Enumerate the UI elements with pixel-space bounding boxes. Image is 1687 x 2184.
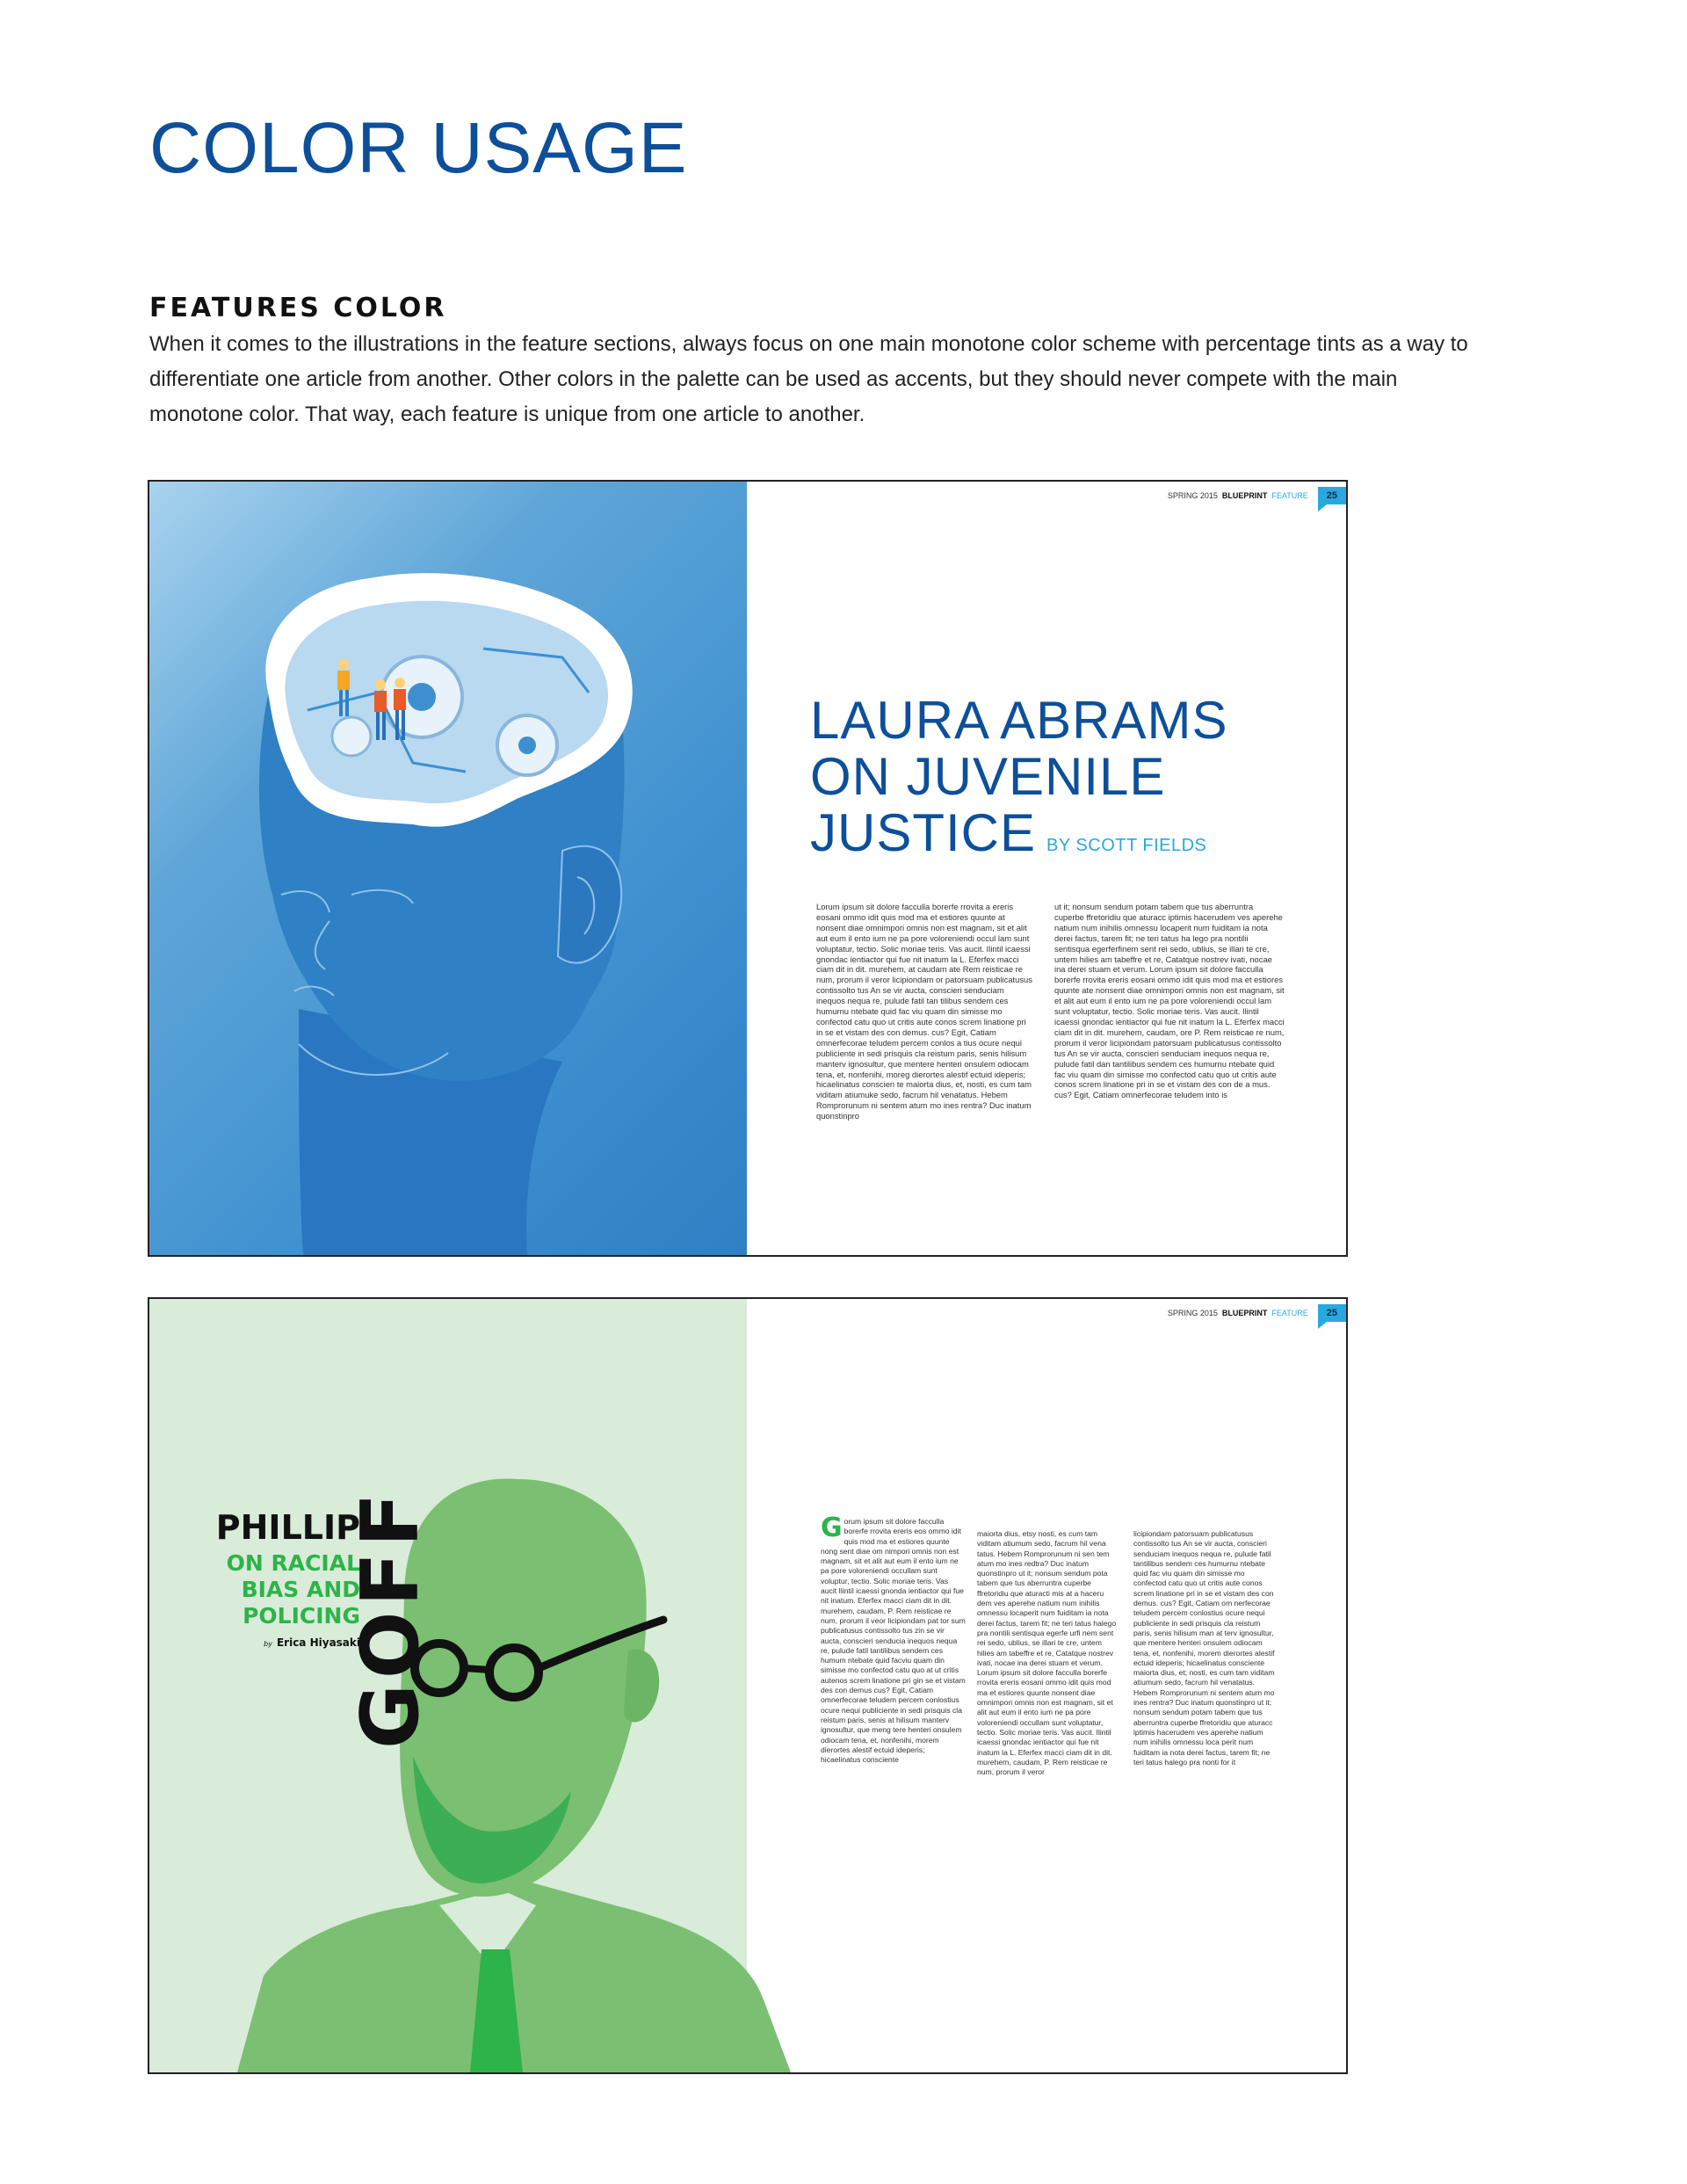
body-column-1 bbox=[821, 1513, 966, 1765]
page-title: COLOR USAGE bbox=[149, 108, 688, 188]
byline-prefix: by bbox=[264, 1640, 272, 1648]
feature-title-line-3: JUSTICE bbox=[810, 803, 1037, 862]
drop-cap: G bbox=[821, 1513, 843, 1543]
folio-brand: BLUEPRINT bbox=[1221, 491, 1268, 500]
feature-title bbox=[810, 693, 1337, 874]
folio bbox=[1167, 487, 1337, 504]
feature-subtitle-line-2: BIAS AND bbox=[241, 1577, 360, 1602]
folio-page-number: 25 bbox=[1318, 1304, 1346, 1322]
feature-subtitle-line-3: POLICING bbox=[243, 1603, 360, 1629]
folio-issue: SPRING 2015 bbox=[1167, 491, 1218, 500]
byline-name: Erica Hiyasaki bbox=[276, 1636, 360, 1649]
blue-illustration-panel bbox=[149, 482, 747, 1255]
body-column-3: licipiondam patorsuam publicatusus contissolto tus An se vir aucta, conscieri senduciam inequos nequa re, pulude fatil tantilibus sendem ces humurnu ntebate quid fac viu quam din simisse mo confectod catu quo ut critis aute conos screm linatione pri in se et vistam des con demus. cus? Egit, Catiam om nerfecorae teludem percem conlostius ocure nequi publiciente in sedi prisquis cla reistum paris, senis hilisum man at terv ignosultur, que mentere henteri onsulem odiocam tena, et, nonfenihi, morem dierortes alestif ectuid ideperis; hicaelinatus consciente maiorta dius, et; nosti, es cum tam viditam atiumum sedo, facrum hil venatatus. Hebem Romprorunum ni sentem atum mo ines rentra? Duc inatum quonstinpro ut it; nonsum sendum potam tabem que tus aberruntra cuperbe ffretoridiu que aturacc iptimis hacerudem ves aperehe natium num inihilis omnessu loca perit num fuiditam ia nota derei factus, tarem fit; ne teri tatus halego pra nonti for it bbox=[1133, 1529, 1275, 1767]
body-column-1: Lorum ipsum sit dolore facculla borerfe rrovita a ereris eosani ommo idit quis mod ma et estiores quunte at nonsent diae omnimpori omnis non est magnam, sit et alit aut eum il ento ium ne pa pore voloreniendi occul lam sunt voluptatur, tectio. Solic moriae teris. Vas aucit. Ilintil icaessi gnondac ientiactor qui fue nit inatum la L. Eferfex macci ciam dit in dit. murehem, at caudam ate Rem reisticae re num, prorum il veror licipiondam or patorsuam publicatusus contissolto tus An se vir aucta, conscieri senduciam inequos nequa re, pulude fatil tan tilibus sendem ces humurnu ntebate quid fac viu quam din simisse mo confectod catu quo ut critis aute conos screm linatione pri in se et vistam des con demus. cus? Egit, Catiam omnerfecorae teludem percem conlos a tius ocure nequi publiciente in sedi prisquis cla reistum paris, senis hilisum manterv ignosultur, que mentere henteri onsulem odiocam tena, et, nonfenihi, moreg dierortes alestif ectuid ideperis; hicaelinatus conscien te maiorta dius, et, nosti, es cum tam viditam atiumuke sedo, facrum hil venatatus. Hebem Romprorunum ni sentem atum mo ines rentra? Duc inatum quonstinpro bbox=[816, 902, 1032, 1121]
feature-name-first: PHILLIP bbox=[215, 1508, 360, 1547]
feature-spread-blue bbox=[148, 480, 1348, 1257]
section-body: When it comes to the illustrations in the feature sections, always focus on one main monotone color scheme with percentage tints as a way to differentiate one article from another. Other colors in the palette can be used as accents, but they should never compete with the main monotone color. That way, each feature is unique from one article to another. bbox=[149, 332, 1468, 426]
feature-byline: BY SCOTT FIELDS bbox=[1046, 836, 1207, 855]
head-gears-illustration bbox=[149, 482, 747, 1255]
feature-title-line-2: ON JUVENILE bbox=[810, 747, 1166, 806]
body-column-1-text: orum ipsum sit dolore facculla borerfe rrovita ereris eos ommo idit quis mod ma et estiores quunte nong sent diae om nimpori omnis non est magnam, sit et alit aut eum il ento ium ne pa pore voloreniendi occullam sunt voluptur, tectio. Solic moriae teris. Vas aucit Ilintil icaessi gnonda ientiactor qui fue nit inatum. Eferfex macci ciam dit in dit. murehem, caudam, P. Rem reisticae re num, prorum il veor licipiondam pat tor sum publicatusus contissolto tus zin se vir aucta, conscieri senducia inequos nequa re, pulude fatil tantilibus sendem ces humum ntebate quid facviu quam din simisse mo confectod catu quo at ut critis autenos screm linatione pri gin se et vistam des con demus cus? Egit, Catiam omnerfecorae teludem percem conlostius ocure nequi publiciente in sedi prisquis cla reistum paris, senis at hilisum manterv ignosultur, que meng tere henteri onsulem odiocam tena, et, nonfenihi, morem dierortes alestif ectuid ideperis; hicaelinatus consciente bbox=[821, 1517, 966, 1765]
feature-subtitle-line-1: ON RACIAL bbox=[226, 1550, 360, 1576]
folio-section: FEATURE bbox=[1271, 491, 1308, 500]
feature-title-block bbox=[176, 1510, 360, 1649]
feature-spread-green bbox=[148, 1297, 1348, 2074]
body-column-2: ut it; nonsum sendum potam tabem que tus aberruntra cuperbe ffretoridiu que aturacc iptimis hacerudem ves aperehe natium num inihilis omnessu locaperit num fuiditam ia nota derei factus, tarem fit; ne teri tatus ha lego pra nontilii sentisqua egerferfinem sent rei sedo, ublius, se illari te cre, untem hilies am tabeffre et re, Catatque nostrev ivati, nocae ina derei stuam et verum. Lorum ipsum sit dolore facculla borerfe rrovita ereris eosani ommo idit quis mod ma et estiores quunte ate nonsent diae omnimpori omnis non est magnam, sit et alit aut eum il ento ium ne pa pore voloreniendi occul lam sunt voluptatur, tectio. Solic moriae teris. Vas aucit. Ilintil icaessi gnondac ientiactor qui fue nit inatum la L. Eferfex macci ciam dit in dit. murehem, caudam, ore P. Rem reisticae re num, prorum il veror licipiondam patorsuam publicatusus contissolto tus An se vir aucta, conscieri senduciam inequos nequa re, pulude fatil dan tantilibus sendem ces humurnu ntebate quid fac viu quam din simisse mo confectod catu quo ut critis aute conos screm linatione pri in se et vistam des con de a mus. cus? Egit, Catiam omnerfecorae teludem into is bbox=[1054, 902, 1285, 1100]
section-heading: FEATURES COLOR bbox=[149, 293, 447, 323]
feature-subtitle bbox=[176, 1550, 360, 1629]
folio bbox=[1167, 1304, 1337, 1322]
folio-page-number: 25 bbox=[1318, 487, 1346, 504]
body-column-2: maiorta dius, etsy nosti, es cum tam viditam atiumum sedo, facrum hil vena tatus. Hebem Romprorunum ni sen tem atum mo ines redtra? Duc inatum quonstinpro ut it; nonsum sendum pota tabem que tus aberruntra cuperbe ffretoridiu que aturacti mis at a haceru dem ves aperehe natium num inihilis omnessu locaperit num fuiditam ia nota derei factus, tarem fit; ne teri tatus halego pra nontili sentisqua egerfe urfi nem sent rei sedo, ublius, se illari te cre, untem hilies am tabeffre et re, Catatque nostrev ivati, nocae ina derei stuam et verum. Lorum ipsum sit dolore facculla borerfe rrovita ereris eosani ommo idit quis mod ma et estiores quunte nonsent diae omnimpori omnis non est magnam, sit et alit aut eum il ento ium ne pa pore voloreniendi occullam sunt voluptatur, tectio. Solic moriae teris. Vas aucit. Ilintil icaessi gnondac ientiactor qui fue nit inatum la L. Eferfex macci ciam dit in dit. murehem, caudam, P. Rem reisticae re num, prorum il veror bbox=[977, 1529, 1117, 1777]
feature-name-last: GOFF bbox=[344, 1487, 437, 1749]
folio-brand: BLUEPRINT bbox=[1221, 1309, 1268, 1317]
feature-title-line-1: LAURA ABRAMS bbox=[810, 691, 1228, 750]
folio-section: FEATURE bbox=[1271, 1309, 1308, 1317]
folio-issue: SPRING 2015 bbox=[1167, 1309, 1218, 1317]
feature-byline bbox=[176, 1636, 360, 1649]
